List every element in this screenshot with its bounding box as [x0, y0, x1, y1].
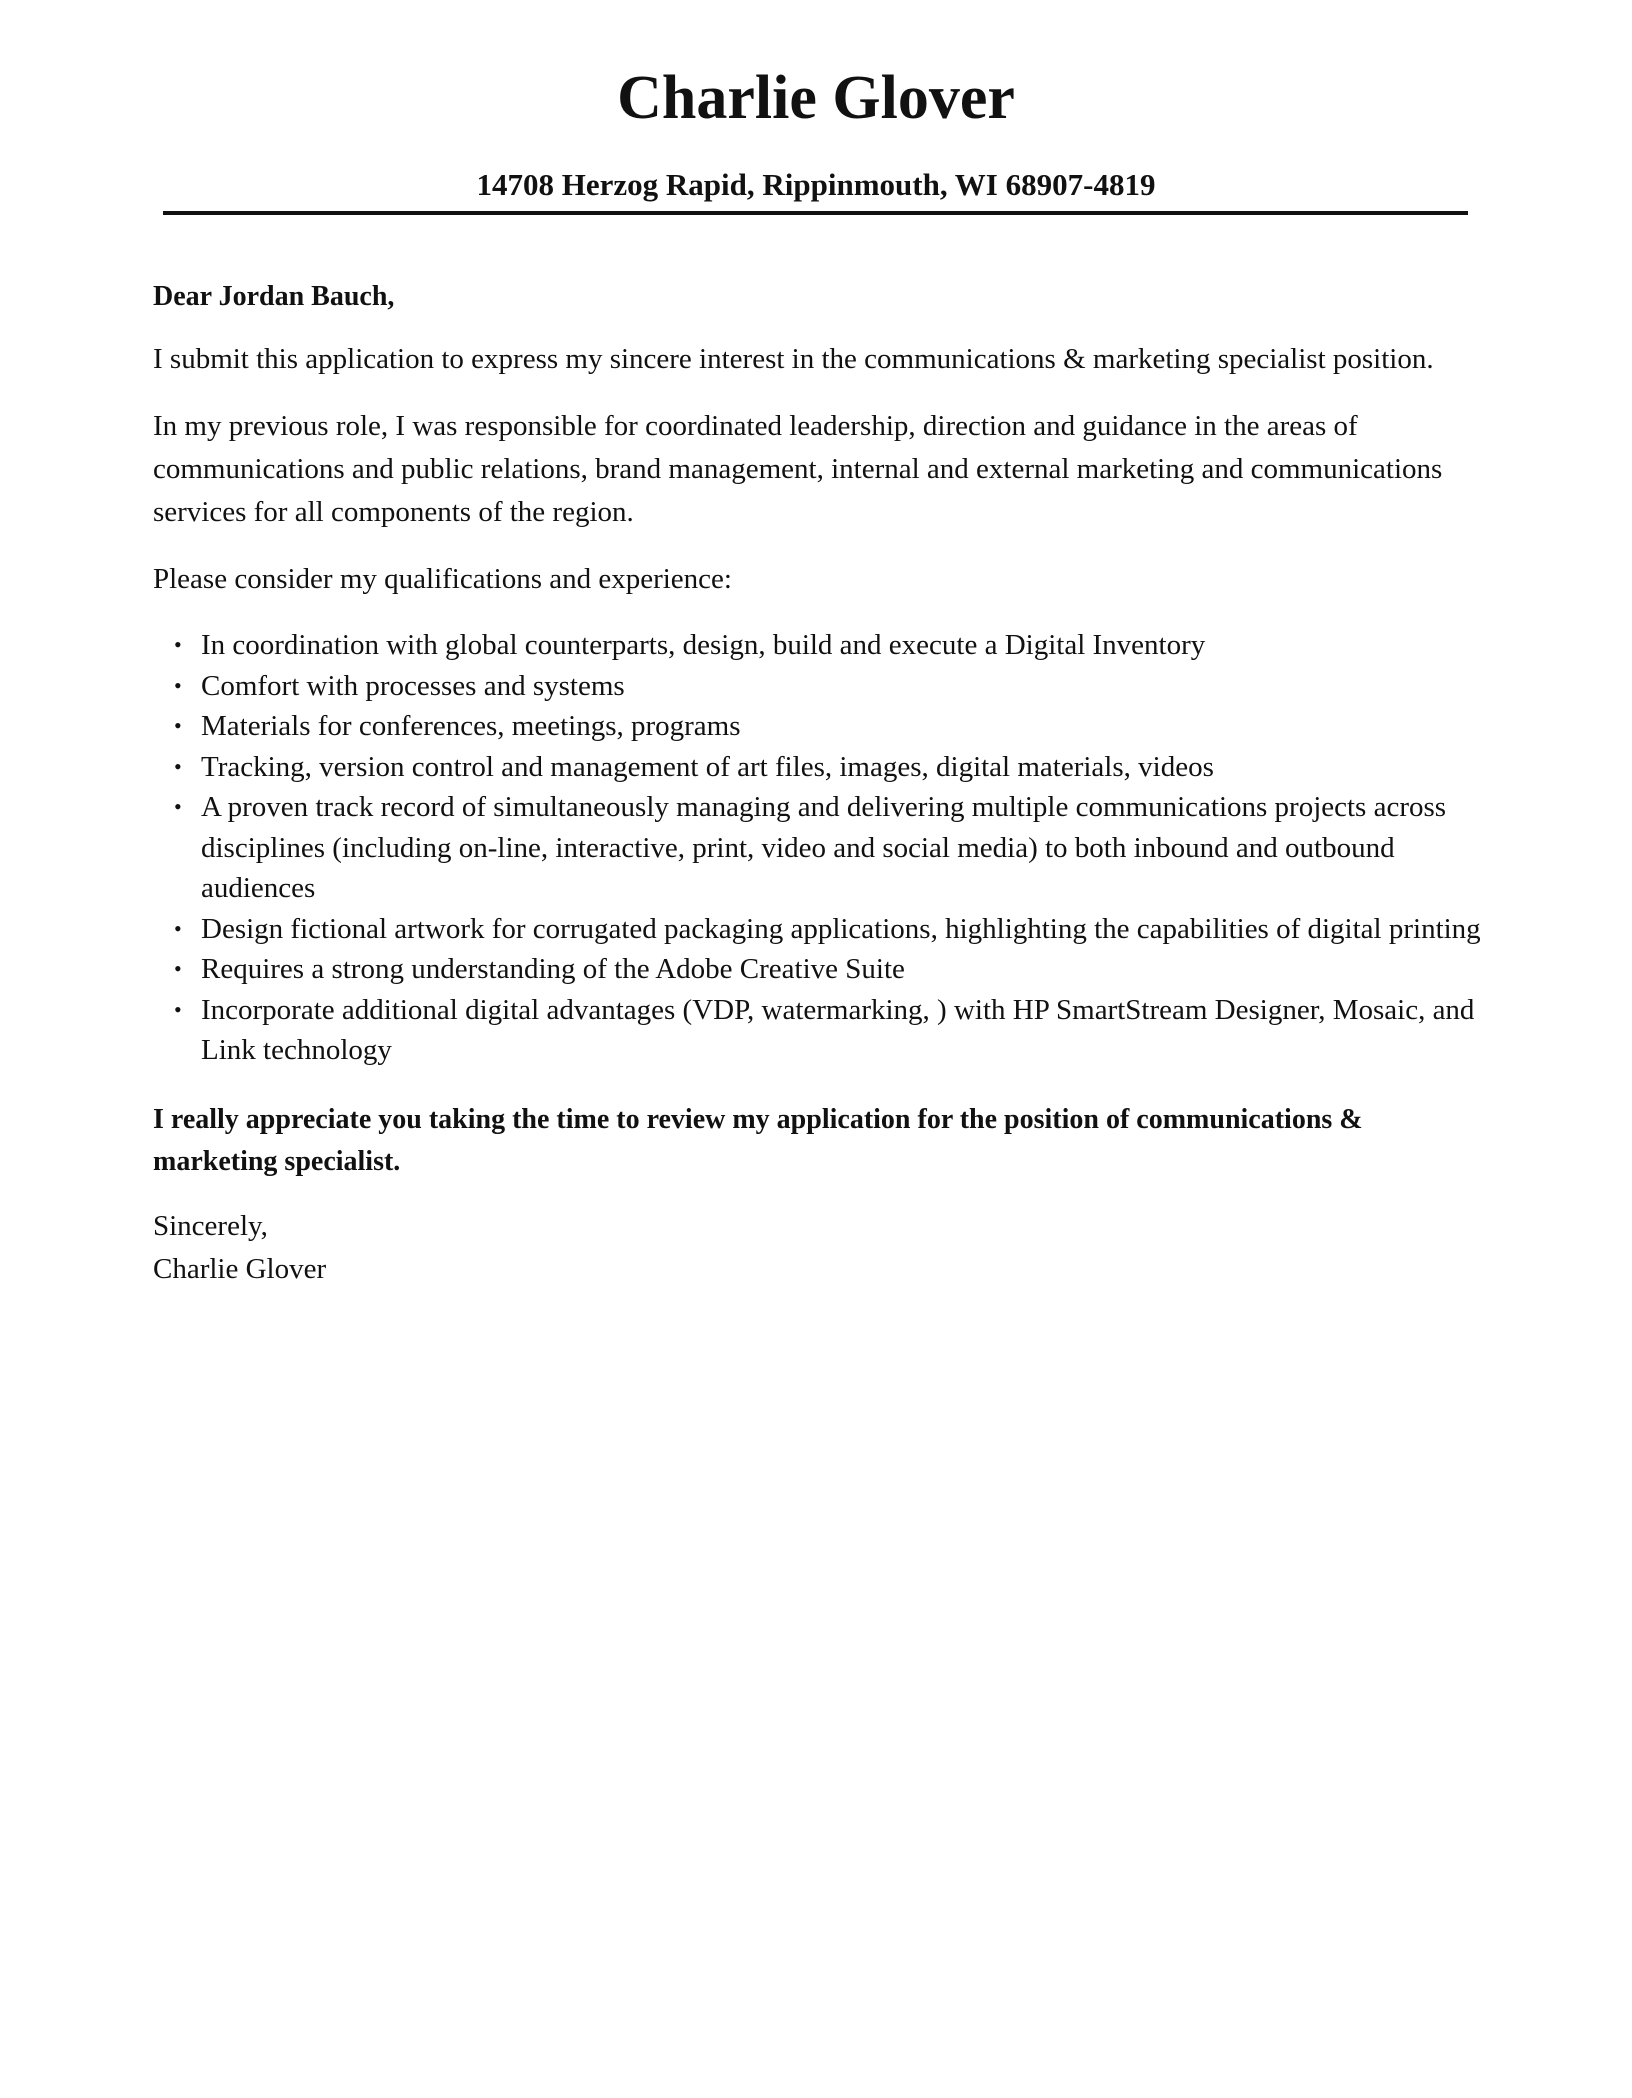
- list-item: [174, 990, 1483, 1071]
- qualifications-intro: Please consider my qualifications and experience:: [153, 563, 732, 595]
- bullet-icon: •: [174, 753, 182, 779]
- applicant-address: 14708 Herzog Rapid, Rippinmouth, WI 68907-4819: [476, 167, 1156, 202]
- list-item-text: Incorporate additional digital advantages (VDP, watermarking, ) with HP SmartStream Designer, Mosaic, and Link technology: [201, 993, 1475, 1066]
- list-item: [174, 747, 1483, 788]
- experience-paragraph: In my previous role, I was responsible for coordinated leadership, direction and guidance in the areas of communications and public relations, brand management, internal and external marketing and communications services for all components of the region.: [153, 410, 1443, 528]
- list-item-text: Materials for conferences, meetings, programs: [201, 710, 741, 742]
- list-item: [174, 625, 1483, 666]
- salutation: Dear Jordan Bauch,: [153, 281, 395, 312]
- list-item-text: A proven track record of simultaneously managing and delivering multiple communications projects across disciplines (including on-line, interactive, print, video and social media) to both inbound and outbound audiences: [201, 791, 1447, 904]
- signoff-block: [153, 1205, 1483, 1291]
- applicant-name: Charlie Glover: [617, 64, 1015, 132]
- bullet-icon: •: [174, 794, 182, 819]
- intro-paragraph: I submit this application to express my sincere interest in the communications & marketing specialist position.: [153, 343, 1434, 375]
- header-divider: [163, 211, 1468, 215]
- bullet-icon: •: [174, 672, 182, 698]
- closing-paragraph: I really appreciate you taking the time to review my application for the position of communications & marketing specialist.: [153, 1103, 1363, 1177]
- list-item: [174, 787, 1483, 909]
- list-item: [174, 949, 1483, 990]
- list-item-text: In coordination with global counterparts, design, build and execute a Digital Inventory: [201, 629, 1206, 661]
- list-item: [174, 706, 1483, 747]
- bullet-icon: •: [174, 996, 182, 1022]
- bullet-icon: •: [174, 956, 182, 981]
- list-item: [174, 666, 1483, 707]
- signoff: Sincerely,: [153, 1209, 268, 1242]
- signature-name: Charlie Glover: [153, 1252, 327, 1285]
- letter-body: [153, 275, 1483, 1315]
- bullet-icon: •: [174, 632, 182, 657]
- list-item-text: Design fictional artwork for corrugated packaging applications, highlighting the capabilities of digital printing: [201, 912, 1481, 945]
- list-item: [174, 909, 1483, 950]
- qualifications-list: [153, 625, 1483, 1071]
- bullet-icon: •: [174, 915, 182, 941]
- list-item-text: Tracking, version control and management of art files, images, digital materials, videos: [201, 750, 1214, 783]
- bullet-icon: •: [174, 713, 182, 738]
- list-item-text: Comfort with processes and systems: [201, 669, 625, 702]
- list-item-text: Requires a strong understanding of the Adobe Creative Suite: [201, 953, 905, 985]
